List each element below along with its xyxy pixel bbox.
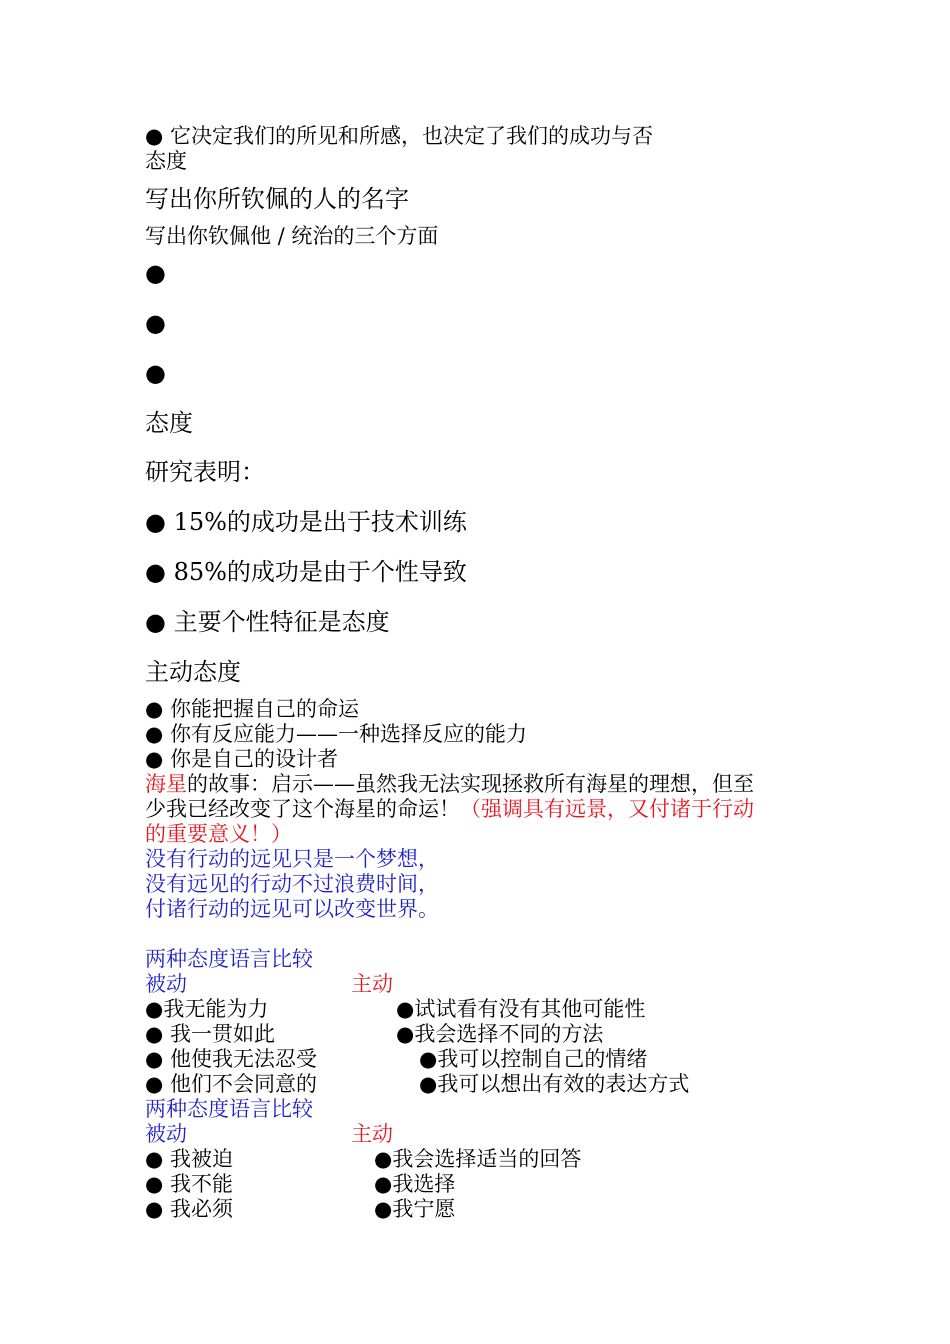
research-point-2: ● 85%的成功是由于个性导致 bbox=[145, 558, 467, 586]
compare1-passive-2: ● 我一贯如此 bbox=[145, 1022, 275, 1046]
starfish-emphasis-2: 的重要意义！） bbox=[145, 822, 292, 846]
compare2-title: 两种态度语言比较 bbox=[145, 1097, 313, 1121]
compare2-passive-2: ● 我不能 bbox=[145, 1172, 233, 1196]
research-label: 研究表明： bbox=[145, 458, 265, 486]
research-point-1: ● 15%的成功是出于技术训练 bbox=[145, 508, 467, 536]
starfish-line-1-text: 的故事：启示——虽然我无法实现拯救所有海星的理想，但至 bbox=[187, 772, 754, 796]
compare2-active-2: ●我选择 bbox=[374, 1172, 456, 1196]
compare1-passive-1: ●我无能为力 bbox=[145, 997, 269, 1021]
compare1-title: 两种态度语言比较 bbox=[145, 947, 313, 971]
compare1-active-label: 主动 bbox=[351, 972, 393, 996]
admire-bullet-3: ● bbox=[145, 359, 166, 387]
vision-line-3: 付诸行动的远见可以改变世界。 bbox=[145, 897, 439, 921]
starfish-line-1 bbox=[145, 774, 754, 795]
active-point-2: ● 你有反应能力——一种选择反应的能力 bbox=[145, 722, 527, 746]
starfish-line-2 bbox=[145, 799, 754, 820]
intro-line: ● 它决定我们的所见和所感，也决定了我们的成功与否 bbox=[145, 124, 653, 148]
starfish-red-lead: 海星 bbox=[145, 772, 187, 796]
vision-line-2: 没有远见的行动不过浪费时间， bbox=[145, 872, 439, 896]
compare2-passive-3: ● 我必须 bbox=[145, 1197, 233, 1221]
compare1-active-2: ●我会选择不同的方法 bbox=[396, 1022, 604, 1046]
compare2-active-1: ●我会选择适当的回答 bbox=[374, 1147, 582, 1171]
compare1-passive-label: 被动 bbox=[145, 972, 187, 996]
starfish-line-2-text: 少我已经改变了这个海星的命运！ bbox=[145, 797, 460, 821]
compare2-active-label: 主动 bbox=[351, 1122, 393, 1146]
starfish-emphasis-1: （强调具有远景，又付诸于行动 bbox=[460, 797, 754, 821]
intro-heading: 态度 bbox=[145, 149, 187, 173]
active-point-1: ● 你能把握自己的命运 bbox=[145, 697, 359, 721]
active-attitude-heading: 主动态度 bbox=[145, 658, 241, 686]
attitude-heading: 态度 bbox=[145, 409, 193, 437]
admire-title: 写出你所钦佩的人的名字 bbox=[145, 185, 409, 213]
compare1-active-3: ●我可以控制自己的情绪 bbox=[419, 1047, 648, 1071]
compare1-passive-4: ● 他们不会同意的 bbox=[145, 1072, 317, 1096]
compare2-passive-label: 被动 bbox=[145, 1122, 187, 1146]
admire-bullet-2: ● bbox=[145, 309, 166, 337]
compare2-passive-1: ● 我被迫 bbox=[145, 1147, 233, 1171]
vision-line-1: 没有行动的远见只是一个梦想， bbox=[145, 847, 439, 871]
compare1-active-4: ●我可以想出有效的表达方式 bbox=[419, 1072, 690, 1096]
admire-subtitle: 写出你钦佩他 / 统治的三个方面 bbox=[145, 224, 439, 248]
compare2-active-3: ●我宁愿 bbox=[374, 1197, 456, 1221]
active-point-3: ● 你是自己的设计者 bbox=[145, 747, 338, 771]
compare1-passive-3: ● 他使我无法忍受 bbox=[145, 1047, 317, 1071]
research-point-3: ● 主要个性特征是态度 bbox=[145, 608, 390, 636]
admire-bullet-1: ● bbox=[145, 259, 166, 287]
compare1-active-1: ●试试看有没有其他可能性 bbox=[396, 997, 646, 1021]
